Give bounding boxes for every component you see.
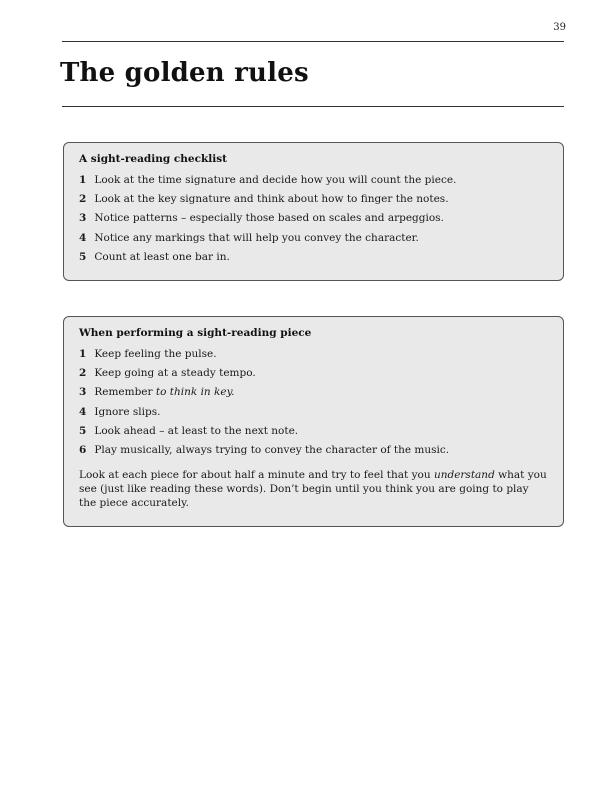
performing-list — [79, 345, 547, 460]
item-number: 2 — [79, 367, 87, 380]
item-text: Ignore slips. — [94, 405, 161, 418]
performing-heading: When performing a sight-reading piece — [79, 327, 312, 339]
item-number: 2 — [79, 193, 87, 206]
item-number: 4 — [79, 231, 87, 244]
performing-item — [79, 383, 547, 402]
item-text: Count at least one bar in. — [94, 250, 230, 263]
item-text: Keep going at a steady tempo. — [94, 367, 256, 380]
checklist-item — [79, 171, 547, 190]
performing-item — [79, 345, 547, 364]
performing-item — [79, 403, 547, 422]
item-text: Remember — [94, 386, 156, 399]
item-text: Look ahead – at least to the next note. — [94, 424, 299, 437]
item-text: Look at the key signature and think about how to finger the notes. — [94, 193, 449, 206]
item-number: 3 — [79, 386, 87, 399]
item-number: 1 — [79, 174, 87, 186]
performing-panel — [63, 316, 564, 527]
checklist-item — [79, 248, 547, 267]
item-text: Look at the time signature and decide how you will count the piece. — [94, 174, 457, 186]
advice-text: what you see (just like reading these words). Don’t begin until you think you are going to play the piece accurately. — [79, 469, 547, 510]
item-number: 6 — [79, 444, 87, 457]
advice-text: Look at each piece for about half a minute and try to feel that you — [79, 469, 434, 482]
item-text: Keep feeling the pulse. — [94, 348, 217, 360]
page-number: 39 — [553, 22, 566, 33]
page-title: The golden rules — [60, 58, 309, 88]
advice-paragraph — [79, 468, 547, 510]
performing-item — [79, 364, 547, 383]
checklist-item — [79, 190, 547, 209]
checklist-heading: A sight-reading checklist — [79, 153, 227, 165]
item-number: 5 — [79, 424, 87, 437]
checklist-panel — [63, 142, 564, 281]
performing-item — [79, 441, 547, 460]
item-number: 1 — [79, 348, 87, 360]
advice-italic: understand — [433, 469, 495, 482]
item-text: Notice patterns – especially those based on scales and arpeggios. — [94, 212, 444, 225]
checklist-item — [79, 209, 547, 228]
title-rule — [62, 106, 564, 107]
item-text: Play musically, always trying to convey the character of the music. — [94, 444, 450, 457]
item-text: Notice any markings that will help you convey the character. — [94, 231, 419, 244]
item-number: 4 — [79, 405, 87, 418]
item-text-italic: to think in key. — [155, 386, 235, 399]
item-number: 5 — [79, 250, 87, 263]
checklist-item — [79, 229, 547, 248]
performing-item — [79, 422, 547, 441]
checklist-list — [79, 171, 547, 267]
top-rule — [62, 41, 564, 42]
item-number: 3 — [79, 212, 87, 225]
